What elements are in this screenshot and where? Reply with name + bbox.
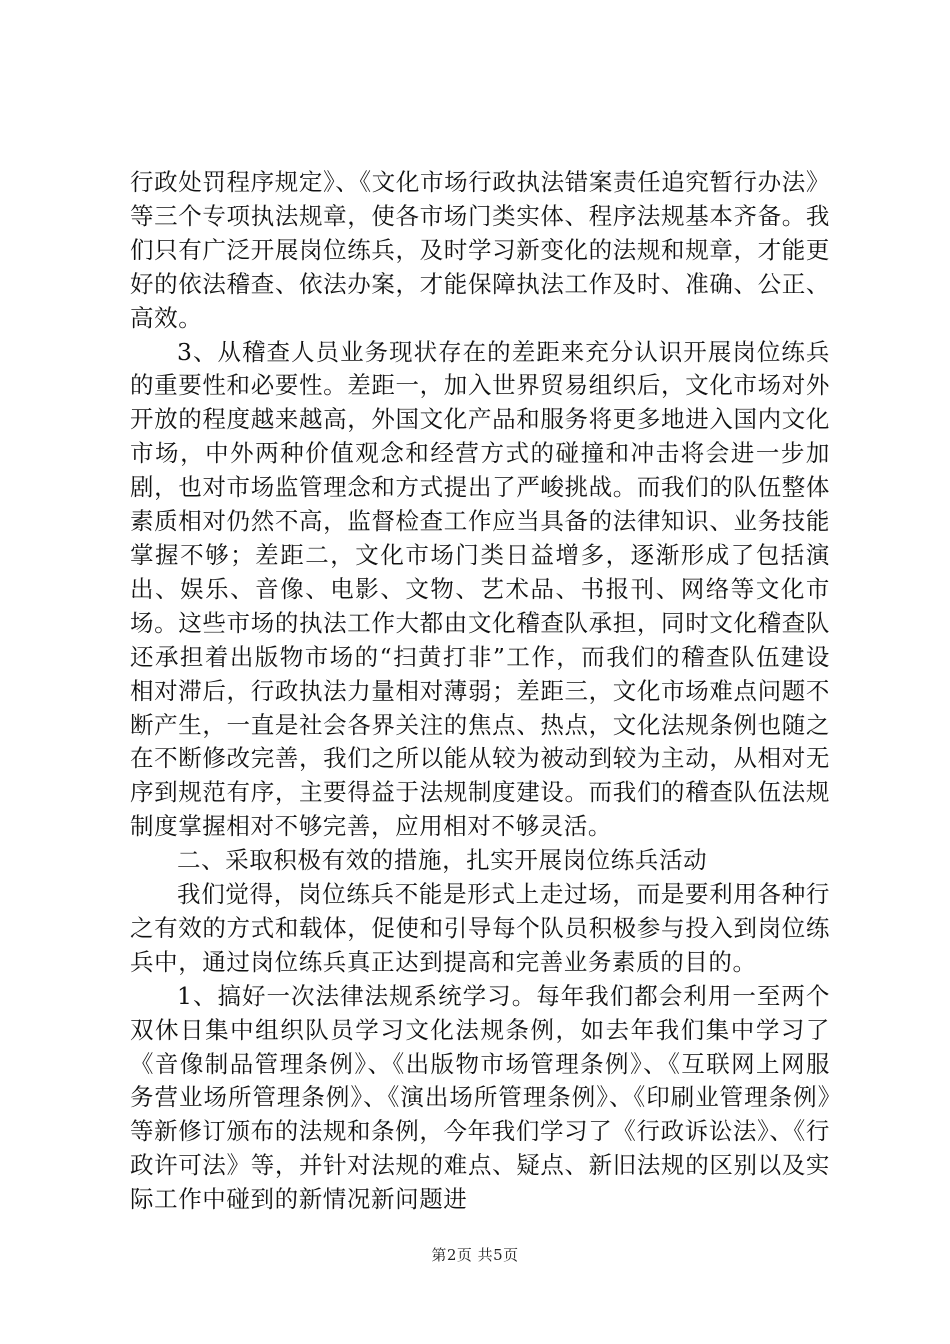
section-heading: 二、采取积极有效的措施，扎实开展岗位练兵活动 [177,846,708,875]
document-body [130,166,830,1217]
paragraph-continuation: 行政处罚程序规定》、《文化市场行政执法错案责任追究暂行办法》等三个专项执法规章，使各市场门类实体、程序法规基本齐备。我们只有广泛开展岗位练兵，及时学习新变化的法规和规章，才能更好的依法稽查、依法办案，才能保障执法工作及时、准确、公正、高效。 [130,168,830,332]
paragraph-point-3: 3、从稽查人员业务现状存在的差距来充分认识开展岗位练兵的重要性和必要性。差距一，加入世界贸易组织后，文化市场对外开放的程度越来越高，外国文化产品和服务将更多地进入国内文化市场，中外两种价值观念和经营方式的碰撞和冲击将会进一步加剧，也对市场监管理念和方式提出了严峻挑战。而我们的队伍整体素质相对仍然不高，监督检查工作应当具备的法律知识、业务技能掌握不够；差距二，文化市场门类日益增多，逐渐形成了包括演出、娱乐、音像、电影、文物、艺术品、书报刊、网络等文化市场。这些市场的执法工作大都由文化稽查队承担，同时文化稽查队还承担着出版物市场的“扫黄打非”工作，而我们的稽查队伍建设相对滞后，行政执法力量相对薄弱；差距三，文化市场难点问题不断产生，一直是社会各界关注的焦点、热点，文化法规条例也随之在不断修改完善，我们之所以能从较为被动到较为主动，从相对无序到规范有序，主要得益于法规制度建设。而我们的稽查队伍法规制度掌握相对不够完善，应用相对不够灵活。 [130,337,830,841]
page-number-footer: 第2页 共5页 [431,1246,519,1264]
paragraph-section-intro: 我们觉得，岗位练兵不能是形式上走过场，而是要利用各种行之有效的方式和载体，促使和引导每个队员积极参与投入到岗位练兵中，通过岗位练兵真正达到提高和完善业务素质的目的。 [130,880,830,976]
paragraph-point-1: 1、搞好一次法律法规系统学习。每年我们都会利用一至两个双休日集中组织队员学习文化法规条例，如去年我们集中学习了《音像制品管理条例》、《出版物市场管理条例》、《互联网上网服务营业场所管理条例》、《演出场所管理条例》、《印刷业管理条例》等新修订颁布的法规和条例，今年我们学习了《行政诉讼法》、《行政许可法》等，并针对法规的难点、疑点、新旧法规的区别以及实际工作中碰到的新情况新问题进 [130,981,830,1214]
